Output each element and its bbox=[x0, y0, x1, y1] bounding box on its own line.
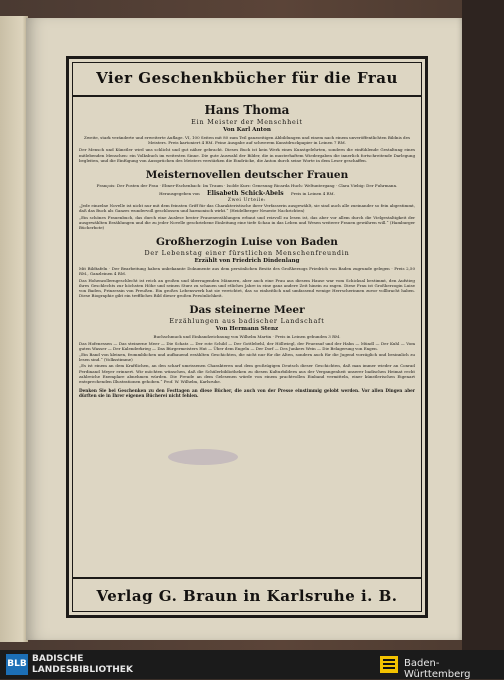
library-stamp bbox=[168, 449, 238, 465]
book-meisternovellen bbox=[79, 169, 415, 230]
review-1: „Ein Band von kleinen, frommblichen und aufbauend erzählten Geschichten, die nicht nur für die Alten, sondern auch für die Jugend vorzüglich und besinnlich zu lesen sind.“ (Volksstimme) bbox=[79, 352, 415, 363]
book-details: Zweite, stark veränderte und erweiterte Auflage. VI, 100 Seiten mit 80 zum Teil ganzseitigen Abbildungen und einem nach einem unveröffentlichten Bildnis des Meisters. Preis kartoniert 4 RM. Feine Ausgabe auf schwerem Kunstdruckpapier in Leinen 7 RM. bbox=[83, 135, 411, 146]
book-subtitle: Erzählungen aus badischer Landschaft bbox=[169, 317, 325, 326]
blb-logo-icon[interactable]: BLB bbox=[6, 654, 28, 675]
book-description: Das Hohenzollerngeschlecht ist reich an großen und überragenden Männern, aber auch eine Frau aus diesem Hause war vom Schicksal bestimmt, den Aufstieg ihres Geschlechts zur höchsten Höhe und seinen Sturz zu schauen und etliches Jahre in eine ganz andere Zeit hinein zu ragen. Diese Frau ist Großherzogin Luise von Baden, Prinzessin von Preußen. Ein großes Lebenswerk hat sie verrichtet, das so einheitlich und umfassend wenige Herrscherinnen zuvor vollbracht haben. Diese Biographie gibt ein treffliches Bild dieser großen Persönlichkeit. bbox=[79, 277, 415, 299]
library-name-line1: BADISCHE bbox=[32, 654, 84, 664]
book-title: Großherzogin Luise von Baden bbox=[156, 236, 338, 249]
book-edge bbox=[462, 0, 504, 650]
state-name: Baden-Württemberg bbox=[404, 658, 471, 680]
book-subtitle: Der Lebenstag einer fürstlichen Menschenfreundin bbox=[144, 249, 350, 258]
ad-header: Vier Geschenkbücher für die Frau bbox=[73, 61, 421, 97]
review-2: „Es ist einem an dem Kraftlichen, an den scharf umrissenen Charakteren und dem großzügigen Deutsch dieser Geschichten, daß man immer wieder an Conrad Ferdinand Meyer erinnert. Wir möchten wünschen, daß die Schülerbibliotheken zu diesen Kulturbildern aus der Vergangenheit unserer badischen Heimat recht zahlreiche Exemplare abnehmen würden. Die Freude an dem Gelesenen würde von einem prachtvollen Einband vermitteln, einer künstlerischen Eigenart entsprechenden Illustrationen gehoben.“ Prof. W. Wilhelm, Karlsruhe. bbox=[79, 363, 415, 385]
review-2: „Ein schönes Frauenbuch, das durch eine Auslese bester Frauenerzählungen erbaut und reizvoll zu lesen ist, das aber vor allem durch die Vielgestaltigkeit der ausgewählten Erzählungen und die zu jeder Novelle geschriebene Einleitung eine tiefe Schau in das Leben und Wesen weiterer Frauen gewähren will.“ (Hamburger Bücherbote) bbox=[79, 214, 415, 231]
review-1: „Jede einzelne Novelle ist nicht nur mit dem feinsten Griff für das Charakteristische ihrer Verfasserin ausgewählt, sie sind auch alle zueinander so fein abgestimmt, daß das Buch als Ganzes wundervoll geschlossen und harmonisch wirkt.“ (Heidelberger Neueste Nachrichten) bbox=[79, 203, 415, 214]
editor-name: Elisabeth Schick-Abels bbox=[207, 190, 284, 198]
book-contents: Das Hofenessen — Das steinerne Meer — Die Schatz — Der rote Schild — Der Gottlebehl, der Höllwiegl, der Feuerauf und der Hahn — Mündl — Der Kuhl — Vom guten Wasser — Der Kalenderkrieg — Das Bürgermeisters Hut — Über dem Engeln — Der Dorf — Des Junkers Wein — Die Belagerung von Engen. bbox=[79, 340, 415, 351]
book-title: Meisternovellen deutscher Frauen bbox=[145, 169, 349, 182]
book-luise bbox=[79, 236, 415, 298]
book-details: Buchschmuck und Einbandzeichnung von Wilhelm Martin · Preis in Leinen gebunden 3 RM. bbox=[153, 334, 341, 340]
ad-footer: Verlag G. Braun in Karlsruhe i. B. bbox=[73, 577, 421, 613]
book-byline: Von Karl Anton bbox=[223, 127, 271, 133]
book-title: Ein Meister der Menschheit bbox=[191, 118, 303, 126]
book-details: Mit Bildtafeln · Der Bearbeitung haben unbekannte Dokumente aus dem persönlichen Besitz des Großherzogs Friedrich von Baden zugrunde gelegen · Preis 2,50 RM., Ganzleinen 4 RM. bbox=[79, 266, 415, 277]
book-steinerne-meer bbox=[79, 304, 415, 384]
book-price: Preis in Leinen 4 RM. bbox=[290, 191, 335, 197]
reviews-label: Zwei Urteile: bbox=[227, 198, 267, 204]
viewer-footer-bar bbox=[0, 650, 504, 679]
book-contents: François: Der Posten der Frau · Ebner-Eschenbach: Im Traum · Isolde Kurz: Genesung Ricarda Huch: Weltuntergang · Clara Viebig: Der Fuhrmann. bbox=[96, 183, 398, 189]
editor-label: Herausgegeben von bbox=[159, 191, 200, 197]
bw-coat-of-arms-icon bbox=[379, 655, 399, 674]
advertisement-frame bbox=[66, 56, 428, 618]
book-title: Das steinerne Meer bbox=[189, 304, 305, 317]
book-byline: Erzählt von Friedrich Dindenlang bbox=[194, 258, 300, 265]
book-author: Hans Thoma bbox=[204, 103, 290, 117]
library-name-line2: LANDESBIBLIOTHEK bbox=[32, 665, 133, 675]
left-page-edge bbox=[0, 16, 28, 642]
scanned-page bbox=[26, 18, 462, 640]
book-description: Der Mensch und Künstler wird uns schlicht und gut näher gebracht. Dieses Buch ist kein Werk eines Kunstgelehrten, sondern die einfühlende Gestaltung eines mitlebenden Menschen: ein Volksbuch im weitesten Sinne. Die gute Auswahl der Bilder, die in musterhaftem Wiedergaben die innerlich fortschreitende Darlegung begleiten, und die Einfügung von Aussprüchen des Meisters verstärken die Eindrücke, die Anton durch seine Worte in dem Leser geschaffen. bbox=[79, 147, 415, 163]
book-thoma bbox=[79, 103, 415, 163]
closing-note: Denken Sie bei Geschenken zu den Festtagen an diese Bücher, die auch von der Presse einstimmig gelobt werden. Vor allen Dingen aber dürften sie in Ihrer eigenen Bücherei nicht fehlen. bbox=[79, 388, 415, 399]
ad-content bbox=[79, 99, 415, 575]
book-byline: Von Hermann Stenz bbox=[215, 326, 279, 333]
